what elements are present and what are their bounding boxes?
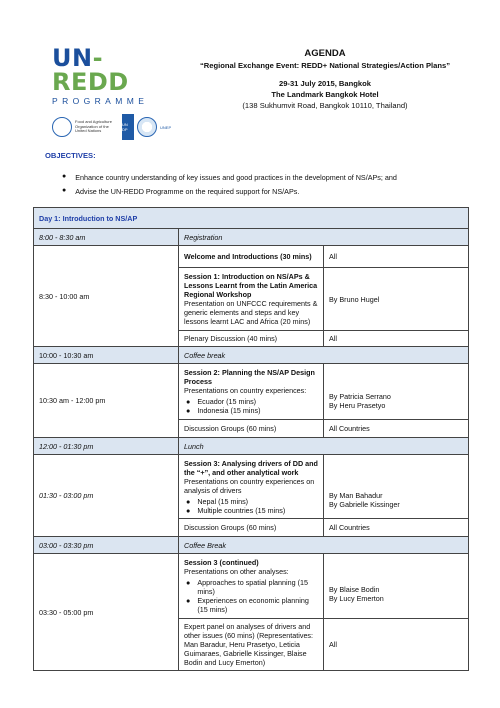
presenter-name: By Patricia Serrano bbox=[329, 391, 391, 401]
objective-text: Advise the UN-REDD Programme on the required support for NS/APs. bbox=[75, 187, 300, 196]
table-row bbox=[34, 364, 469, 420]
agenda-header bbox=[175, 48, 475, 110]
event-venue: The Landmark Bangkok Hotel bbox=[271, 90, 379, 99]
fao-emblem-icon bbox=[52, 117, 72, 137]
list-item-text: Approaches to spatial planning (15 mins) bbox=[197, 578, 309, 596]
session-body: Presentations on other analyses: bbox=[184, 567, 289, 576]
day-heading: Day 1: Introduction to NS/AP bbox=[34, 208, 469, 229]
item-cell: Expert panel on analyses of drivers and other issues (60 mins) (Representatives: Man Baradur, Heru Prasetyo, Leticia Guimaraes, Gabrielle Kissinger, Blaise Bodin and Lucy Emerton) bbox=[179, 619, 324, 671]
list-item bbox=[184, 578, 318, 596]
undp-text: UN DP bbox=[122, 122, 128, 132]
bullet-icon: ● bbox=[186, 578, 191, 587]
table-row bbox=[34, 554, 469, 619]
time-cell: 12:00 - 01:30 pm bbox=[34, 438, 179, 455]
objectives-list bbox=[62, 173, 397, 201]
time-cell: 8:30 - 10:00 am bbox=[34, 246, 179, 347]
bullet-icon: ● bbox=[186, 397, 191, 406]
objective-text: Enhance country understanding of key issues and good practices in the development of NS/APs; and bbox=[75, 173, 397, 182]
list-item bbox=[184, 596, 318, 614]
presenter-name: By Heru Prasetyo bbox=[329, 400, 386, 410]
item-cell: Registration bbox=[179, 229, 469, 246]
list-item-text: Multiple countries (15 mins) bbox=[197, 506, 286, 515]
time-cell: 03:30 - 05:00 pm bbox=[34, 554, 179, 671]
table-row bbox=[34, 208, 469, 229]
presenter-cell bbox=[324, 455, 469, 519]
presenter-cell: By Bruno Hugel bbox=[324, 268, 469, 331]
item-cell: Discussion Groups (60 mins) bbox=[179, 519, 324, 537]
presenter-cell: All Countries bbox=[324, 519, 469, 537]
bullet-icon: ● bbox=[186, 596, 191, 605]
presenter-name: By Blaise Bodin bbox=[329, 585, 380, 594]
presenter-cell: All Countries bbox=[324, 420, 469, 438]
item-cell: Lunch bbox=[179, 438, 469, 455]
item-cell: Plenary Discussion (40 mins) bbox=[179, 331, 324, 347]
bullet-icon: ● bbox=[186, 497, 191, 506]
logo-subtitle: PROGRAMME bbox=[52, 96, 149, 106]
list-item bbox=[184, 506, 318, 515]
list-item-text: Nepal (15 mins) bbox=[197, 497, 249, 506]
presenter-name: By Gabrielle Kissinger bbox=[329, 499, 400, 509]
session-list bbox=[184, 397, 318, 415]
table-row bbox=[34, 229, 469, 246]
unep-emblem-icon bbox=[137, 117, 157, 137]
bullet-icon: ● bbox=[62, 173, 67, 180]
list-item-text: Ecuador (15 mins) bbox=[197, 397, 257, 406]
agenda-table bbox=[33, 207, 469, 671]
fao-text: Food and Agriculture Organization of the United Nations bbox=[75, 119, 112, 134]
presenter-cell: All bbox=[324, 331, 469, 347]
table-row bbox=[34, 537, 469, 554]
list-item bbox=[62, 173, 397, 182]
bullet-icon: ● bbox=[186, 406, 191, 415]
item-cell: Welcome and Introductions (30 mins) bbox=[179, 246, 324, 268]
bullet-icon: ● bbox=[62, 187, 67, 194]
table-row bbox=[34, 246, 469, 268]
time-cell: 10:00 - 10:30 am bbox=[34, 347, 179, 364]
presenter-cell bbox=[324, 554, 469, 619]
unep-text: UNEP bbox=[160, 124, 172, 130]
list-item bbox=[62, 187, 397, 196]
time-cell: 03:00 - 03:30 pm bbox=[34, 537, 179, 554]
item-cell: Coffee break bbox=[179, 347, 469, 364]
presenter-cell bbox=[324, 364, 469, 420]
un-redd-logo bbox=[52, 44, 172, 134]
table-row bbox=[34, 347, 469, 364]
session-title: Session 3 (continued) bbox=[184, 558, 259, 567]
item-cell: Discussion Groups (60 mins) bbox=[179, 420, 324, 438]
presenter-name: By Man Bahadur bbox=[329, 490, 383, 500]
event-dates: 29-31 July 2015, Bangkok bbox=[278, 79, 372, 88]
agenda-title: AGENDA bbox=[304, 48, 346, 59]
item-cell bbox=[179, 268, 324, 331]
list-item bbox=[184, 406, 318, 415]
time-cell: 01:30 - 03:00 pm bbox=[34, 455, 179, 537]
session-body: Presentations on country experiences on analysis of drivers bbox=[184, 477, 315, 495]
item-cell bbox=[179, 364, 324, 420]
event-subtitle: “Regional Exchange Event: REDD+ National Strategies/Action Plans” bbox=[199, 61, 451, 70]
session-title: Session 1: Introduction on NS/APs & Lessons Learnt from the Latin America Regional Workshop bbox=[184, 272, 318, 299]
bullet-icon: ● bbox=[186, 506, 191, 515]
table-row bbox=[34, 438, 469, 455]
session-title: Session 2: Planning the NS/AP Design Process bbox=[184, 368, 315, 386]
time-cell: 10:30 am - 12:00 pm bbox=[34, 364, 179, 438]
session-list bbox=[184, 497, 318, 515]
presenter-cell: All bbox=[324, 619, 469, 671]
undp-logo bbox=[122, 114, 134, 140]
session-body: Presentation on UNFCCC requirements & generic elements and steps and key lessons learnt LAC and Africa (20 mins) bbox=[184, 299, 318, 326]
logo-title bbox=[52, 46, 172, 94]
list-item-text: Indonesia (15 mins) bbox=[197, 406, 261, 415]
logo-title-un: UN bbox=[52, 44, 93, 72]
list-item bbox=[184, 397, 318, 406]
presenter-cell: All bbox=[324, 246, 469, 268]
table-row bbox=[34, 455, 469, 519]
event-address: (138 Sukhumvit Road, Bangkok 10110, Thailand) bbox=[242, 101, 408, 110]
session-list bbox=[184, 578, 318, 614]
presenter-name: By Lucy Emerton bbox=[329, 594, 384, 603]
partner-logos bbox=[52, 114, 172, 140]
list-item-text: Experiences on economic planning (15 mins) bbox=[197, 596, 309, 614]
item-cell: Coffee Break bbox=[179, 537, 469, 554]
logo-title-redd: -REDD bbox=[52, 44, 129, 96]
session-title: Session 3: Analysing drivers of DD and the “+”, and other analytical work bbox=[184, 459, 318, 477]
session-body: Presentations on country experiences: bbox=[184, 386, 307, 395]
time-cell: 8:00 - 8:30 am bbox=[34, 229, 179, 246]
list-item bbox=[184, 497, 318, 506]
item-cell bbox=[179, 455, 324, 519]
objectives-title: OBJECTIVES: bbox=[45, 151, 96, 160]
item-cell bbox=[179, 554, 324, 619]
